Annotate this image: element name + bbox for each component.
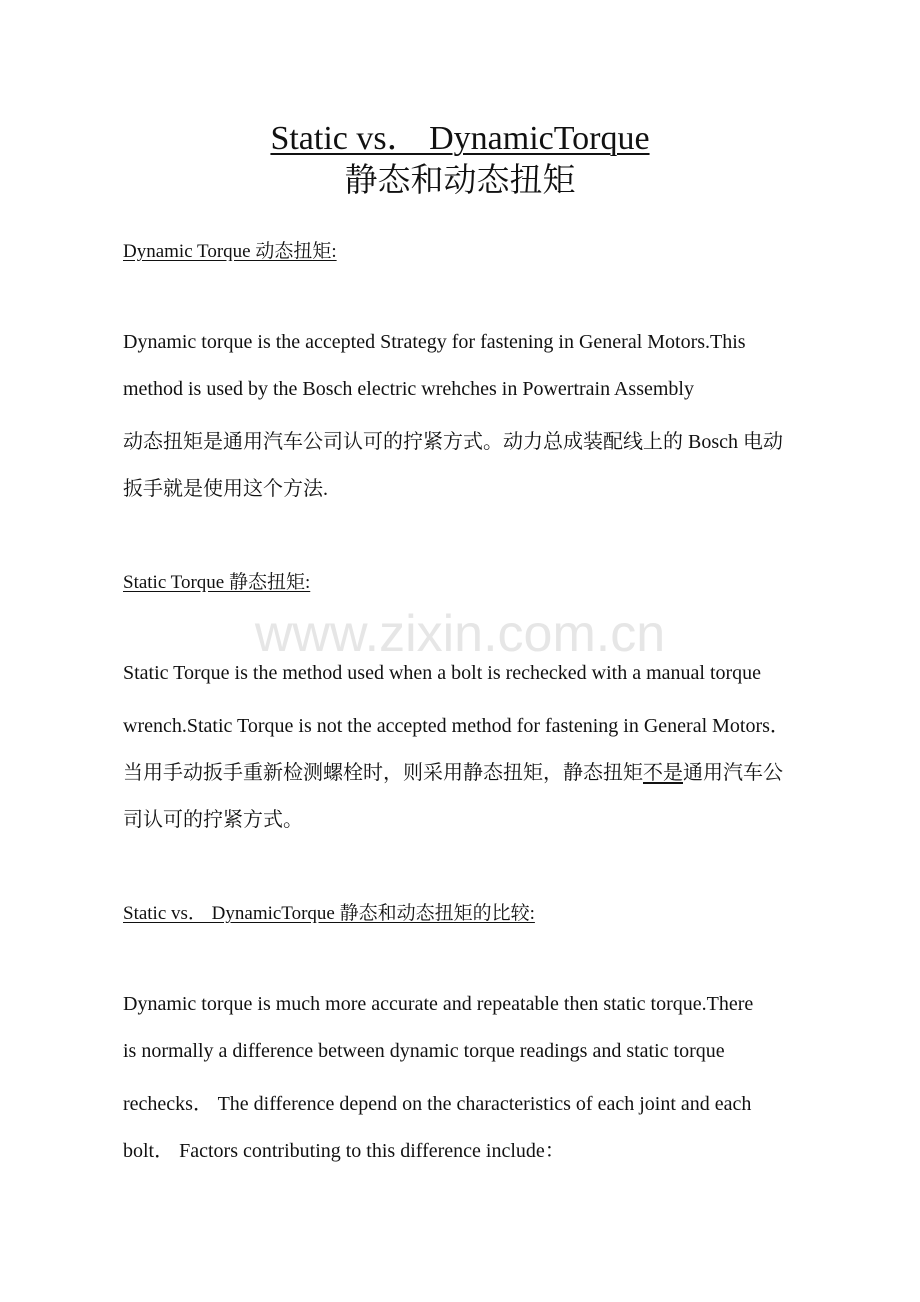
paragraph-line: 司认可的拧紧方式。 — [123, 809, 303, 831]
paragraph-line: method is used by the Bosch electric wrehches in Powertrain Assembly — [123, 378, 694, 400]
paragraph-line: Dynamic torque is the accepted Strategy for fastening in General Motors.This — [123, 331, 746, 353]
underlined-text: 不是 — [643, 762, 683, 784]
paragraph-line: Static Torque is the method used when a bolt is rechecked with a manual torque — [123, 662, 762, 684]
section-heading-static: Static Torque 静态扭矩: — [123, 572, 311, 593]
paragraph-line: wrench.Static Torque is not the accepted method for fastening in General Motors． — [123, 715, 790, 737]
paragraph-line-mixed — [123, 756, 783, 785]
paragraph-line: Dynamic torque is much more accurate and repeatable then static torque.There — [123, 993, 754, 1015]
section-heading-comparison: Static vs． DynamicTorque 静态和动态扭矩的比较: — [123, 903, 535, 924]
title-chinese: 静态和动态扭矩 — [344, 163, 576, 199]
paragraph-line: 扳手就是使用这个方法. — [123, 478, 328, 500]
text-after: 通用汽车公 — [683, 762, 783, 784]
paragraph-line: rechecks． The difference depend on the characteristics of each joint and each — [123, 1093, 752, 1115]
paragraph-line: bolt． Factors contributing to this difference include： — [123, 1140, 565, 1162]
paragraph-line: 动态扭矩是通用汽车公司认可的拧紧方式。动力总成装配线上的 Bosch 电动 — [123, 431, 783, 453]
watermark: www.zixin.com.cn — [254, 605, 666, 663]
section-heading-dynamic: Dynamic Torque 动态扭矩: — [123, 241, 337, 262]
paragraph-line: is normally a difference between dynamic torque readings and static torque — [123, 1040, 725, 1062]
title-english: Static vs． DynamicTorque — [270, 120, 650, 157]
text-before: 当用手动扳手重新检测螺栓时，则采用静态扭矩，静态扭矩 — [123, 762, 643, 784]
